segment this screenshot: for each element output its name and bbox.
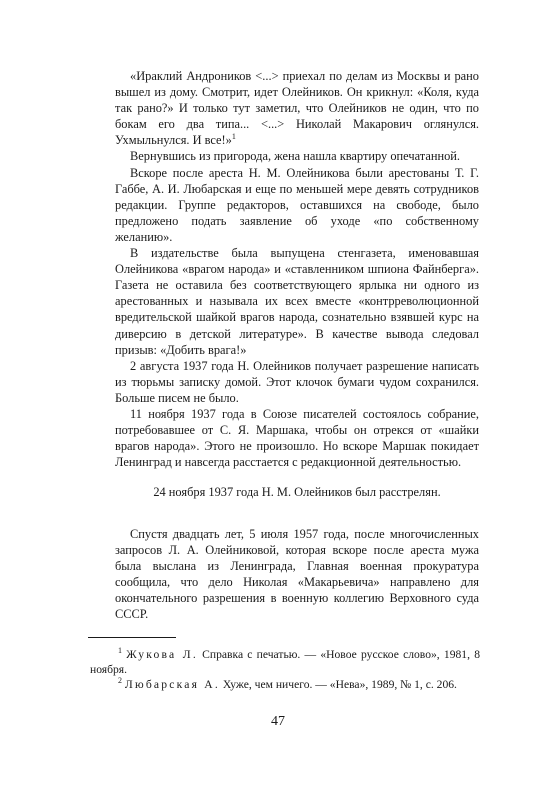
paragraph: Спустя двадцать лет, 5 июля 1957 года, после многочисленных запросов Л. А. Олейниковой, которая вскоре после ареста мужа была выслана из Ленинграда, Главная военная прокуратура сообщила, что дело Николая «Макарьевича» направлено для окончательного разрешения в военную коллегию Верховного суда СССР. (115, 527, 479, 622)
footnote-title: Справка с печатью. (202, 648, 301, 661)
footnote-author: Любарская А. (124, 678, 220, 691)
paragraph-quote (115, 68, 479, 148)
paragraph: Вернувшись из пригорода, жена нашла квартиру опечатанной. (130, 149, 461, 164)
page-number: 47 (271, 714, 285, 729)
main-text (115, 68, 479, 470)
paragraph: В издательстве была выпущена стенгазета, именовавшая Олейникова «врагом народа» и «ставленником шпиона Файнберга». Газета не оставила без соответствующего ярлыка ни одного из арестованных и называла их всех вместе «контрреволюционной вредительской шайкой врагов народа, сознательно взявшей курс на диверсию в детской литературе». В качестве вывода следовал призыв: «Добить врага!» (115, 246, 479, 357)
paragraph-quote-text: «Ираклий Андроников <...> приехал по делам из Москвы и рано вышел из дому. Смотрит, идет Олейников. Он крикнул: «Коля, куда так рано?» И только тут заметил, что Олейников не один, что по бокам его два типа... <...> Николай Макарович оглянулся. Ухмыльнулся. И все!» (115, 69, 479, 148)
execution-line: 24 ноября 1937 года Н. М. Олейников был расстрелян. (153, 485, 441, 499)
footnote-title: Хуже, чем ничего. (222, 678, 313, 691)
footnote-number: 1 (118, 646, 122, 656)
footnote (90, 647, 480, 677)
footnote-rest: — «Нева», 1989, № 1, с. 206. (312, 678, 457, 691)
footnote-author: Жукова Л. (126, 648, 198, 661)
footnote-rest: — «Новое русское слово», 1981, 8 ноября. (90, 648, 480, 676)
footnotes (90, 647, 480, 692)
footnote-number: 2 (118, 676, 122, 686)
paragraph: 2 августа 1937 года Н. Олейников получает разрешение написать из тюрьмы записку домой. Этот клочок бумаги чудом сохранился. Больше писем не было. (115, 358, 479, 405)
paragraph: Вскоре после ареста Н. М. Олейникова были арестованы Т. Г. Габбе, А. И. Любарская и еще по меньшей мере девять сотрудников редакции. Группе редакторов, оставшихся на свободе, было предложено подать заявление об уходе «по собственному желанию». (115, 165, 479, 244)
footnote-ref: 1 (231, 132, 236, 142)
final-text (115, 526, 479, 623)
paragraph: 11 ноября 1937 года в Союзе писателей состоялось собрание, потребовавшее от С. Я. Маршака, чтобы он отрекся от «шайки врагов народа». Этого не произошло. Но вскоре Маршак покидает Ленинград и навсегда расстается с редакционной деятельностью. (115, 406, 479, 470)
footnote (90, 677, 480, 692)
footnote-divider (88, 637, 176, 638)
